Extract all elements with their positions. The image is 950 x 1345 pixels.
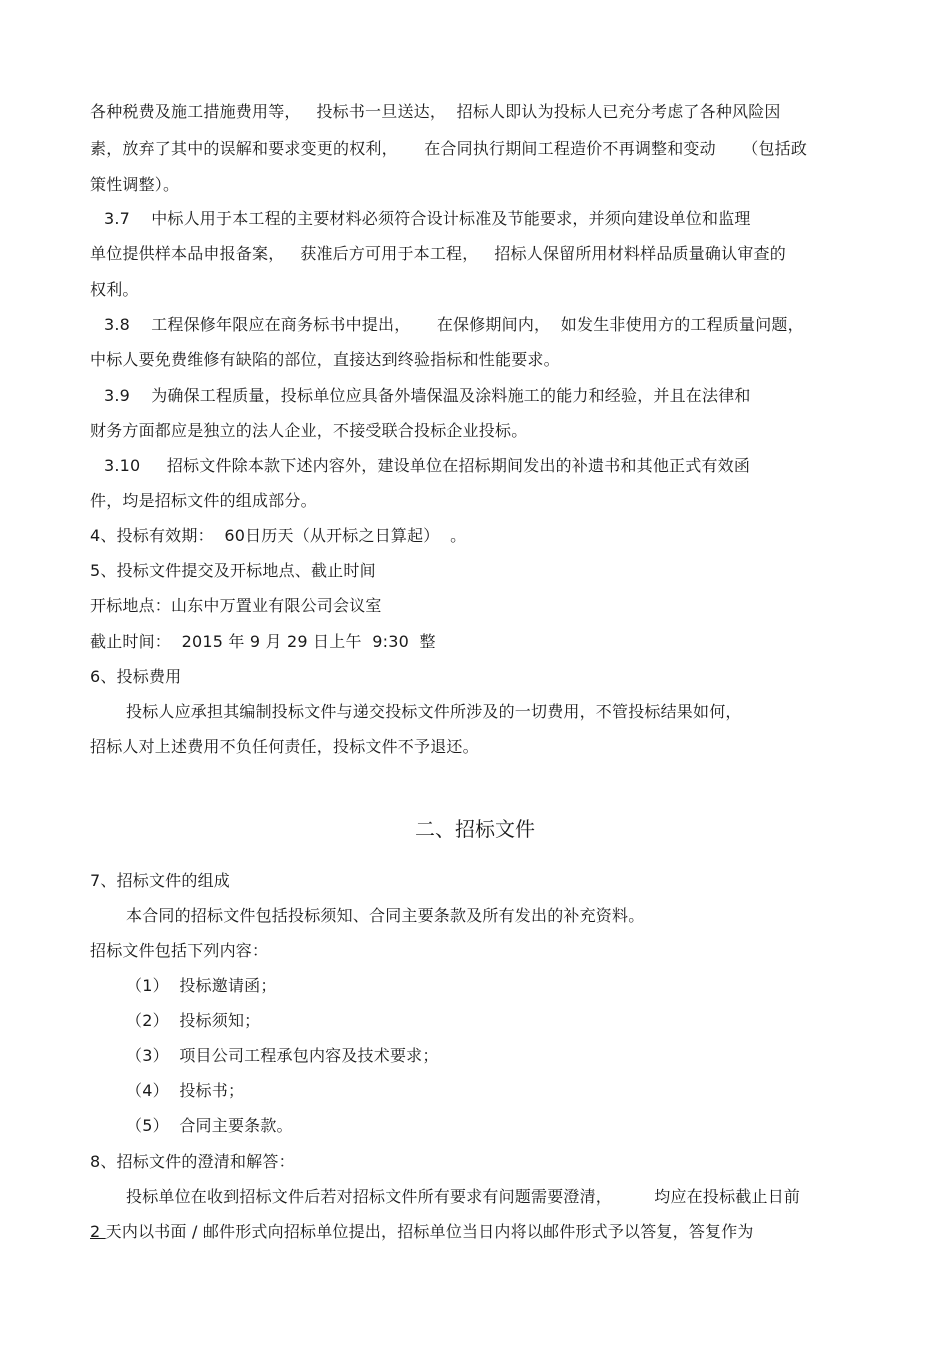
list-item: （1） 投标邀请函； — [126, 976, 277, 995]
clause-3-8: 3.8 工程保修年限应在商务标书中提出， 在保修期间内， 如发生非使用方的工程质量问题， — [104, 315, 804, 334]
paragraph-line: 招标文件包括下列内容： — [90, 941, 269, 960]
days-count: 2 — [90, 1222, 106, 1241]
clause-7: 7、招标文件的组成 — [90, 871, 230, 890]
clause-3-9: 3.9 为确保工程质量，投标单位应具备外墙保温及涂料施工的能力和经验，并且在法律和 — [104, 386, 751, 405]
paragraph-line: 各种税费及施工措施费用等， 投标书一旦送达， 招标人即认为投标人已充分考虑了各种风险因 — [90, 102, 781, 121]
paragraph-line: 投标单位在收到招标文件后若对招标文件所有要求有问题需要澄清， 均应在投标截止日前 — [126, 1187, 801, 1206]
bid-opening-place: 开标地点：山东中万置业有限公司会议室 — [90, 596, 382, 615]
list-item: （4） 投标书； — [126, 1081, 245, 1100]
paragraph-line: 招标人对上述费用不负任何责任，投标文件不予退还。 — [90, 737, 479, 756]
clause-3-10: 3.10 招标文件除本款下述内容外，建设单位在招标期间发出的补遗书和其他正式有效函 — [104, 456, 751, 475]
deadline-time: 截止时间： 2015 年 9 月 29 日上午 9:30 整 — [90, 632, 436, 651]
paragraph-line: 策性调整）。 — [90, 175, 180, 194]
clause-4: 4、投标有效期： 60日历天（从开标之日算起） 。 — [90, 526, 467, 545]
paragraph-text: 天内以书面 / 邮件形式向招标单位提出，招标单位当日内将以邮件形式予以答复，答复作为 — [105, 1222, 754, 1241]
clause-8: 8、招标文件的澄清和解答： — [90, 1152, 295, 1171]
clause-3-7: 3.7 中标人用于本工程的主要材料必须符合设计标准及节能要求，并须向建设单位和监理 — [104, 209, 751, 228]
paragraph-line: 中标人要免费维修有缺陷的部位，直接达到终验指标和性能要求。 — [90, 350, 560, 369]
section-heading: 二、招标文件 — [415, 817, 535, 841]
clause-6: 6、投标费用 — [90, 667, 182, 686]
paragraph-line: 财务方面都应是独立的法人企业，不接受联合投标企业投标。 — [90, 421, 528, 440]
list-item: （3） 项目公司工程承包内容及技术要求； — [126, 1046, 439, 1065]
paragraph-line: 投标人应承担其编制投标文件与递交投标文件所涉及的一切费用，不管投标结果如何， — [126, 702, 742, 721]
paragraph-line: 本合同的招标文件包括投标须知、合同主要条款及所有发出的补充资料。 — [126, 906, 645, 925]
paragraph-line: 权利。 — [90, 280, 139, 299]
paragraph-line — [90, 1222, 754, 1242]
list-item: （2） 投标须知； — [126, 1011, 261, 1030]
paragraph-line: 素，放弃了其中的误解和要求变更的权利， 在合同执行期间工程造价不再调整和变动 （包括政 — [90, 139, 808, 158]
paragraph-line: 件，均是招标文件的组成部分。 — [90, 491, 317, 510]
list-item: （5） 合同主要条款。 — [126, 1116, 293, 1135]
paragraph-line: 单位提供样本品申报备案， 获准后方可用于本工程， 招标人保留所用材料样品质量确认审查的 — [90, 244, 786, 263]
clause-5: 5、投标文件提交及开标地点、截止时间 — [90, 561, 376, 580]
